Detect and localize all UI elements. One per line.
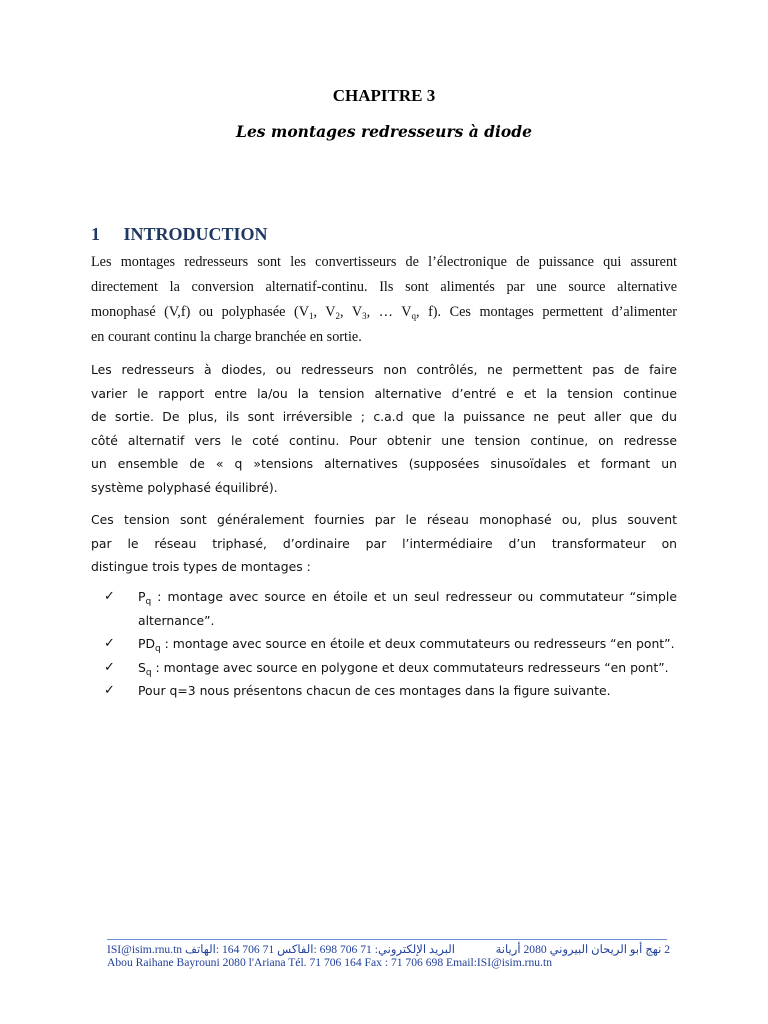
subscript: q bbox=[155, 644, 161, 654]
subscript: 3 bbox=[362, 311, 367, 321]
paragraph-line: directement la conversion alternatif-continu. Ils sont alimentés par une source alternative bbox=[91, 279, 677, 295]
paragraph-line: varier le rapport entre la/ou la tension alternative d’entré e et la tension continue bbox=[91, 385, 677, 401]
paragraph-line: Ces tension sont généralement fournies par le réseau monophasé ou, plus souvent bbox=[91, 512, 677, 527]
checkmark-icon: ✓ bbox=[104, 683, 115, 698]
chapter-heading: CHAPITRE 3 bbox=[332, 86, 436, 105]
paragraph-line: par le réseau triphasé, d’ordinaire par l’intermédiaire d’un transformateur on bbox=[91, 535, 677, 551]
term: PD bbox=[138, 636, 156, 651]
paragraph-line: Les montages redresseurs sont les convertisseurs de l’électronique de puissance qui assurent bbox=[91, 254, 677, 270]
paragraph-line: côté alternatif vers le coté continu. Pour obtenir une tension continue, on redresse bbox=[91, 432, 677, 448]
subscript: q bbox=[145, 667, 152, 678]
item-text: Pour q=3 nous présentons chacun de ces montages dans la figure suivante. bbox=[138, 683, 611, 698]
text-run: , f). Ces montages permettent d’alimenter bbox=[415, 304, 677, 320]
paragraph-network bbox=[91, 508, 677, 579]
item-text: : montage avec source en polygone et deux commutateurs redresseurs “en pont”. bbox=[151, 659, 669, 675]
chapter-subtitle: Les montages redresseurs à diode bbox=[236, 122, 532, 141]
footer-divider bbox=[107, 939, 667, 940]
checkmark-icon: ✓ bbox=[104, 659, 115, 675]
paragraph-line bbox=[91, 300, 677, 325]
paragraph-line: système polyphasé équilibré). bbox=[91, 479, 278, 495]
text-run: , V bbox=[313, 304, 336, 320]
section-heading bbox=[91, 224, 268, 245]
text-run: , … V bbox=[366, 304, 412, 320]
footer-address-arabic: 2 نهج أبو الريحان البيروني 2080 أريانة bbox=[495, 943, 670, 956]
list-item bbox=[91, 585, 677, 632]
text-run: monophasé (V,f) ou polyphasée (V bbox=[91, 304, 309, 320]
paragraph-line: Les redresseurs à diodes, ou redresseurs non contrôlés, ne permettent pas de faire bbox=[91, 362, 677, 377]
item-text: : montage avec source en étoile et un seul redresseur ou commutateur “simple alternance”. bbox=[138, 589, 677, 628]
footer-line-2 bbox=[107, 956, 670, 972]
paragraph-line: de sortie. De plus, ils sont irréversible ; c.a.d que la puissance ne peut aller que du bbox=[91, 409, 677, 425]
list-item bbox=[91, 632, 677, 656]
term: S bbox=[138, 659, 146, 675]
item-text: : montage avec source en étoile et deux commutateurs ou redresseurs “en pont”. bbox=[160, 636, 675, 651]
paragraph-line: en courant continu la charge branchée en sortie. bbox=[91, 329, 362, 345]
section-title: INTRODUCTION bbox=[123, 224, 268, 244]
term: P bbox=[138, 589, 146, 604]
checkmark-icon: ✓ bbox=[104, 636, 115, 651]
paragraph-line: un ensemble de « q »tensions alternatives (supposées sinusoïdales et formant un bbox=[91, 456, 677, 472]
paragraph-diodes bbox=[91, 358, 677, 500]
list-item bbox=[91, 679, 677, 703]
list-item bbox=[91, 656, 677, 680]
subscript: q bbox=[145, 597, 152, 607]
footer-address-latin: Abou Raihane Bayrouni 2080 l'Ariana Tél. 71 706 164 Fax : 71 706 698 Email:ISI@isim.rnu.tn bbox=[107, 956, 553, 969]
text-run: , V bbox=[340, 304, 363, 320]
paragraph-introduction bbox=[91, 250, 677, 350]
checkmark-icon: ✓ bbox=[104, 589, 115, 604]
subscript: 1 bbox=[308, 311, 314, 321]
subscript: 2 bbox=[335, 311, 341, 321]
subscript: q bbox=[411, 311, 416, 321]
footer-contact-arabic: ISI@isim.rnu.tn البريد الإلكتروني: 71 706 698 :الفاكس 71 706 164 :الهاتف bbox=[107, 943, 455, 956]
paragraph-line: distingue trois types de montages : bbox=[91, 559, 311, 575]
section-number: 1 bbox=[91, 224, 100, 244]
montage-types-list bbox=[91, 585, 677, 703]
